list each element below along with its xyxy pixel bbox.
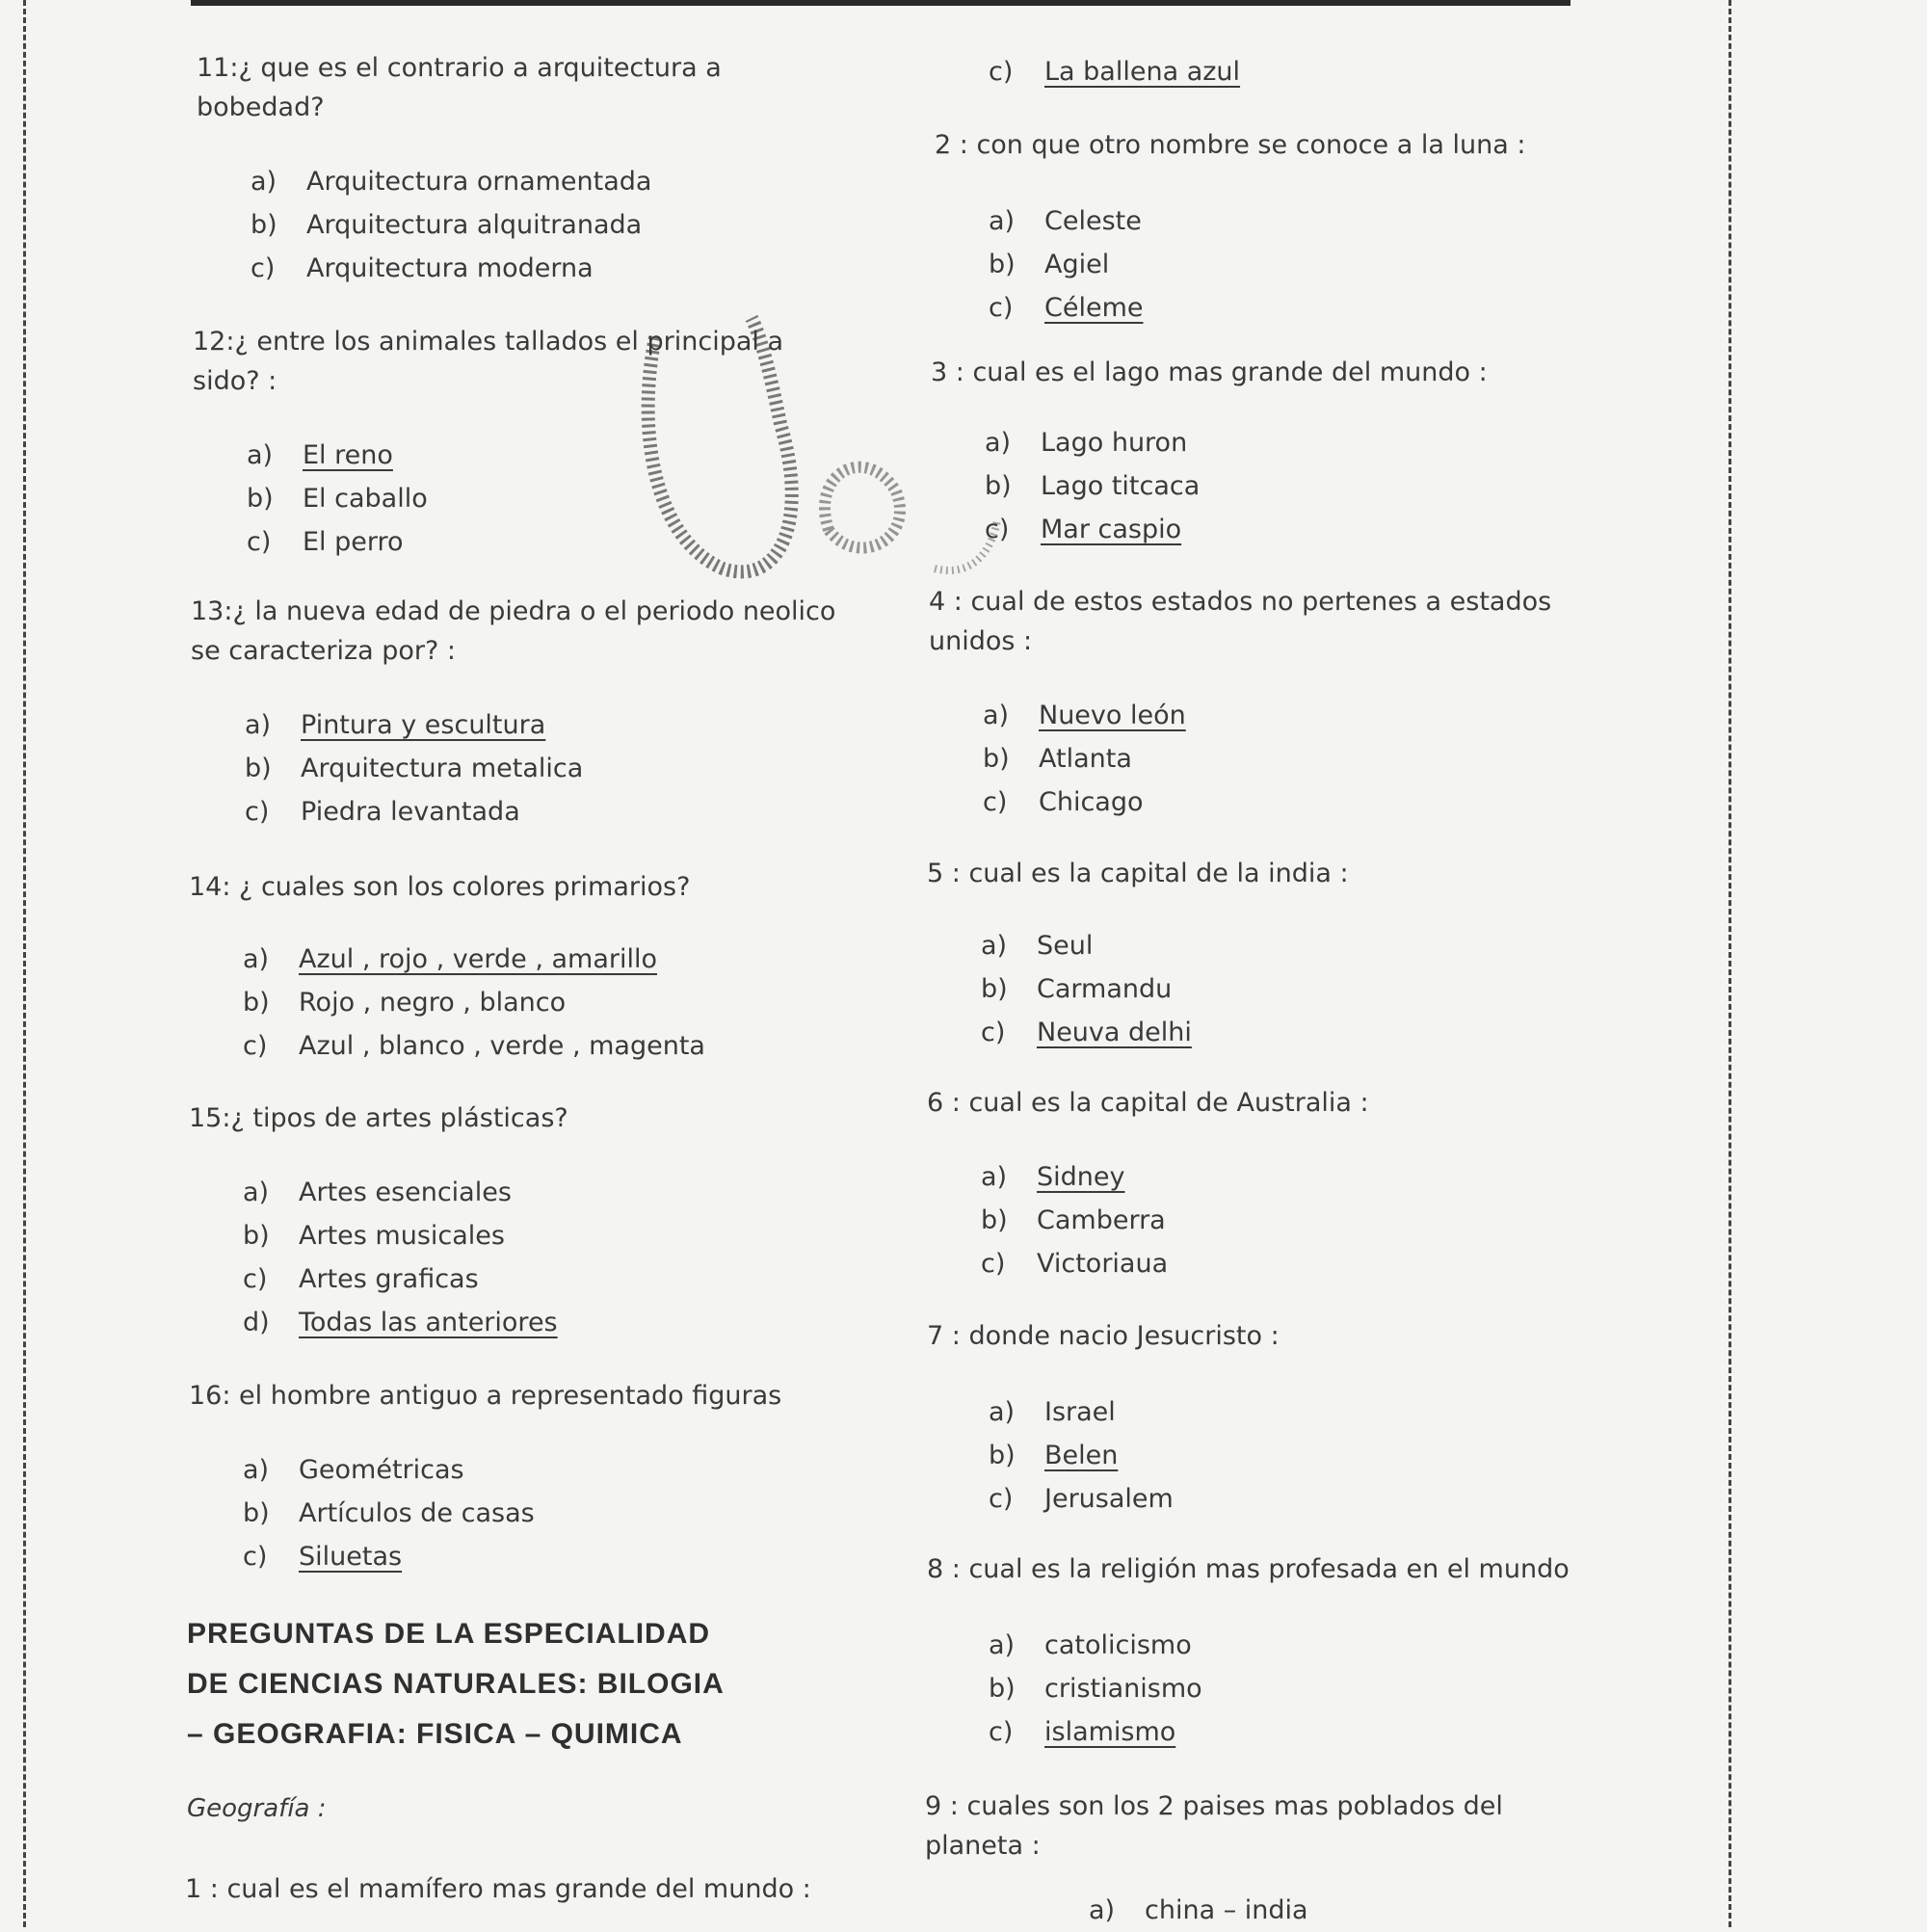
option-b	[981, 967, 1544, 1011]
top-rule	[191, 0, 1571, 6]
option-letter: c)	[251, 253, 276, 283]
option-c	[251, 247, 832, 290]
option-a	[243, 1171, 825, 1214]
option-letter: c)	[989, 293, 1014, 323]
option-letter: c)	[243, 1264, 268, 1294]
option-a	[989, 1624, 1582, 1667]
option-a	[981, 1155, 1544, 1199]
section-title-line-3: – GEOGRAFIA: FISICA – QUIMICA	[187, 1718, 683, 1750]
option-b	[989, 243, 1551, 286]
option-b	[243, 1214, 825, 1257]
answer-text: El reno	[303, 440, 393, 470]
option-letter: b)	[989, 1441, 1016, 1470]
option-letter: c)	[243, 1031, 268, 1061]
option-b	[247, 477, 790, 520]
option-text: catolicismo	[1044, 1630, 1192, 1660]
left-cut-line	[23, 0, 26, 1927]
option-text: Celeste	[1044, 206, 1142, 236]
option-letter: a)	[247, 440, 274, 470]
option-letter: c)	[981, 1018, 1006, 1047]
option-letter: d)	[243, 1308, 270, 1337]
question-3	[931, 353, 1547, 551]
option-letter: a)	[251, 167, 277, 197]
option-letter: a)	[243, 1455, 270, 1485]
question-1-continued	[989, 50, 1470, 93]
option-d	[243, 1301, 825, 1344]
option-text: Azul , blanco , verde , magenta	[299, 1031, 705, 1061]
section-title-line-2: DE CIENCIAS NATURALES: BILOGIA	[187, 1668, 725, 1700]
option-letter: a)	[243, 1178, 270, 1207]
option-text: Arquitectura moderna	[306, 253, 594, 283]
option-letter: a)	[989, 206, 1016, 236]
question-text: 8 : cual es la religión mas profesada en el mundo	[927, 1554, 1570, 1584]
option-letter: a)	[1089, 1895, 1116, 1925]
option-a	[1089, 1889, 1522, 1932]
option-b	[243, 981, 825, 1024]
section-header	[187, 1609, 861, 1760]
option-text: Artículos de casas	[299, 1498, 535, 1528]
option-letter: b)	[251, 210, 277, 240]
option-text: Arquitectura ornamentada	[306, 167, 652, 197]
option-text: Lago titcaca	[1041, 471, 1201, 501]
option-text: Seul	[1037, 931, 1094, 961]
option-letter: c)	[989, 57, 1014, 87]
option-letter: c)	[245, 797, 270, 827]
question-text: 7 : donde nacio Jesucristo :	[927, 1321, 1280, 1351]
option-letter: b)	[243, 988, 270, 1018]
option-text: Rojo , negro , blanco	[299, 988, 567, 1018]
question-7	[927, 1316, 1544, 1521]
option-text: Piedra levantada	[301, 797, 520, 827]
option-text: Agiel	[1044, 250, 1110, 279]
option-b	[985, 464, 1547, 508]
option-letter: b)	[981, 974, 1008, 1004]
option-a	[251, 160, 832, 203]
option-c	[981, 1242, 1544, 1285]
question-13	[191, 592, 846, 834]
option-c	[243, 1535, 825, 1578]
option-letter: a)	[989, 1397, 1016, 1427]
question-text: 14: ¿ cuales son los colores primarios?	[189, 872, 691, 902]
question-6	[927, 1083, 1544, 1285]
option-text: Carmandu	[1037, 974, 1173, 1004]
option-text: china – india	[1145, 1895, 1308, 1925]
answer-text: Todas las anteriores	[299, 1308, 558, 1337]
question-4	[929, 582, 1565, 824]
option-a	[243, 1448, 825, 1492]
option-text: El perro	[303, 527, 404, 557]
option-letter: a)	[989, 1630, 1016, 1660]
option-letter: b)	[981, 1205, 1008, 1235]
option-text: El caballo	[303, 484, 428, 514]
option-a	[981, 924, 1544, 967]
question-5	[927, 854, 1544, 1054]
question-text: 15:¿ tipos de artes plásticas?	[189, 1103, 568, 1133]
subtitle-text: Geografía :	[187, 1794, 327, 1823]
option-letter: c)	[989, 1484, 1014, 1514]
answer-text: Siluetas	[299, 1542, 403, 1572]
option-letter: a)	[245, 710, 272, 740]
question-text: 2 : con que otro nombre se conoce a la luna :	[935, 130, 1526, 160]
option-letter: b)	[983, 744, 1010, 774]
answer-text: Neuva delhi	[1037, 1018, 1192, 1047]
question-9	[925, 1786, 1522, 1932]
option-b	[989, 1667, 1582, 1710]
option-letter: b)	[989, 1674, 1016, 1704]
option-letter: b)	[989, 250, 1016, 279]
option-text: Israel	[1044, 1397, 1116, 1427]
answer-text: islamismo	[1044, 1717, 1176, 1747]
option-b	[245, 747, 846, 790]
option-c	[247, 520, 790, 564]
option-text: Arquitectura metalica	[301, 754, 584, 783]
question-text: 3 : cual es el lago mas grande del mundo :	[931, 357, 1488, 387]
section-subtitle	[187, 1794, 765, 1823]
question-text: 4 : cual de estos estados no pertenes a estados unidos :	[929, 587, 1552, 656]
section-title-line-1: PREGUNTAS DE LA ESPECIALIDAD	[187, 1618, 711, 1650]
question-16	[189, 1376, 825, 1578]
right-cut-line	[1729, 0, 1731, 1927]
question-12	[193, 322, 790, 564]
question-text: 6 : cual es la capital de Australia :	[927, 1088, 1369, 1118]
option-c	[989, 1710, 1582, 1754]
option-b	[989, 1434, 1544, 1477]
question-text: 1 : cual es el mamífero mas grande del mundo :	[185, 1874, 811, 1904]
option-c	[989, 286, 1551, 330]
option-text: Artes graficas	[299, 1264, 479, 1294]
option-a	[243, 938, 825, 981]
option-text: Victoriaua	[1037, 1249, 1169, 1279]
option-c	[243, 1024, 825, 1068]
option-a	[989, 1390, 1544, 1434]
option-text: Jerusalem	[1044, 1484, 1174, 1514]
option-letter: a)	[981, 1162, 1008, 1192]
option-text: Arquitectura alquitranada	[306, 210, 643, 240]
option-a	[985, 421, 1547, 464]
question-text: 5 : cual es la capital de la india :	[927, 859, 1349, 888]
option-b	[981, 1199, 1544, 1242]
option-letter: b)	[245, 754, 272, 783]
option-letter: c)	[247, 527, 272, 557]
option-b	[243, 1492, 825, 1535]
option-text: cristianismo	[1044, 1674, 1202, 1704]
option-c	[985, 508, 1547, 551]
option-a	[247, 434, 790, 477]
question-text: 11:¿ que es el contrario a arquitectura a bobedad?	[197, 53, 722, 122]
option-text: Lago huron	[1041, 428, 1188, 458]
option-letter: a)	[243, 944, 270, 974]
option-letter: a)	[985, 428, 1012, 458]
option-letter: b)	[243, 1221, 270, 1251]
question-8	[927, 1549, 1582, 1754]
option-text: Artes musicales	[299, 1221, 505, 1251]
option-letter: a)	[983, 701, 1010, 730]
option-c	[983, 781, 1565, 824]
option-text: Geométricas	[299, 1455, 464, 1485]
option-letter: b)	[985, 471, 1012, 501]
answer-text: Sidney	[1037, 1162, 1125, 1192]
option-letter: b)	[243, 1498, 270, 1528]
question-15	[189, 1098, 825, 1344]
question-11	[197, 48, 832, 290]
answer-text: La ballena azul	[1044, 57, 1241, 87]
option-a	[245, 703, 846, 747]
option-text: Chicago	[1039, 787, 1144, 817]
option-letter: c)	[243, 1542, 268, 1572]
option-c	[989, 1477, 1544, 1521]
option-letter: c)	[983, 787, 1008, 817]
answer-text: Pintura y escultura	[301, 710, 546, 740]
answer-text: Azul , rojo , verde , amarillo	[299, 944, 658, 974]
option-text: Camberra	[1037, 1205, 1166, 1235]
option-text: Atlanta	[1039, 744, 1132, 774]
option-letter: a)	[981, 931, 1008, 961]
option-c	[981, 1011, 1544, 1054]
question-text: 12:¿ entre los animales tallados el principal a sido? :	[193, 327, 784, 396]
answer-text: Céleme	[1044, 293, 1144, 323]
question-2	[935, 125, 1551, 330]
option-c	[989, 50, 1470, 93]
option-letter: c)	[981, 1249, 1006, 1279]
option-a	[989, 199, 1551, 243]
answer-text: Belen	[1044, 1441, 1119, 1470]
option-b	[983, 737, 1565, 781]
option-text: Artes esenciales	[299, 1178, 512, 1207]
option-b	[251, 203, 832, 247]
question-text: 16: el hombre antiguo a representado figuras	[189, 1381, 782, 1411]
answer-text: Mar caspio	[1041, 515, 1182, 544]
answer-text: Nuevo león	[1039, 701, 1186, 730]
question-14	[189, 867, 825, 1068]
option-letter: c)	[985, 515, 1010, 544]
option-c	[243, 1257, 825, 1301]
question-1	[185, 1869, 859, 1909]
question-text: 9 : cuales son los 2 paises mas poblados del planeta :	[925, 1791, 1503, 1861]
option-a	[983, 694, 1565, 737]
option-letter: c)	[989, 1717, 1014, 1747]
option-letter: b)	[247, 484, 274, 514]
option-c	[245, 790, 846, 834]
question-text: 13:¿ la nueva edad de piedra o el periodo neolico se caracteriza por? :	[191, 596, 836, 666]
